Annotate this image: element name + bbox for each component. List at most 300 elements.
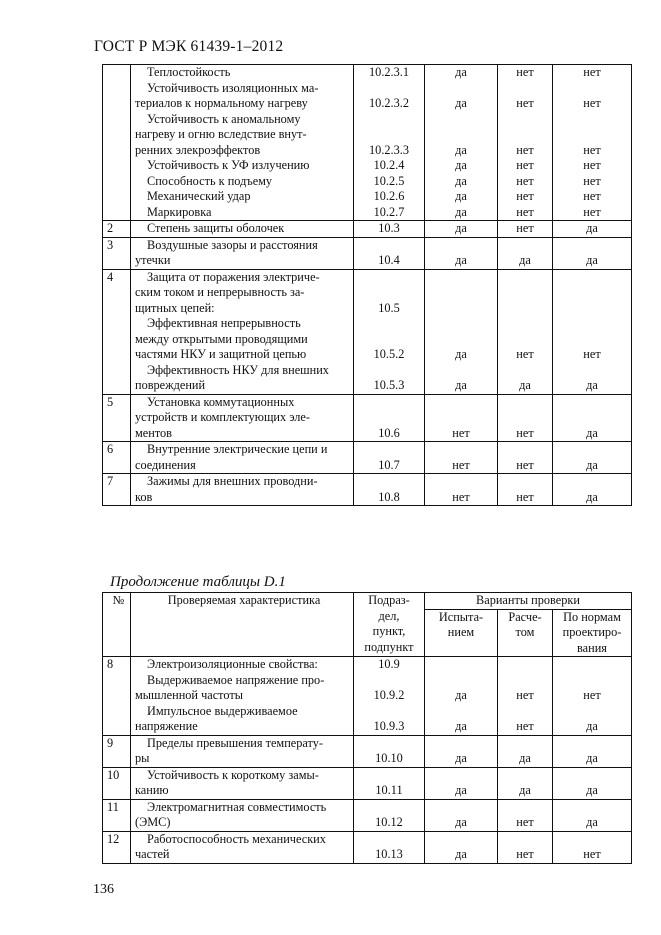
cell-line-norm	[553, 442, 631, 458]
cell-line-calc	[498, 316, 552, 332]
characteristics-table-continued	[102, 592, 632, 864]
cell-line-calc	[498, 704, 552, 720]
cell-line-test	[425, 736, 497, 752]
table-caption: Продолжение таблицы D.1	[110, 574, 286, 590]
cell-line-calc: нет	[516, 719, 534, 733]
cell-line-sec: 10.9	[378, 657, 400, 671]
cell-line-calc	[498, 800, 552, 816]
cell-line-calc: нет	[516, 688, 534, 702]
row-number: 4	[107, 269, 114, 284]
cell-line-norm	[553, 112, 631, 128]
cell-line-test	[425, 81, 497, 97]
cell-norm	[553, 831, 632, 863]
cell-line-calc	[498, 832, 552, 848]
cell-num	[103, 657, 131, 736]
cell-line-norm	[553, 673, 631, 689]
cell-char	[131, 237, 354, 269]
cell-line-char: Эффективность НКУ для внешних	[147, 362, 329, 377]
cell-test	[425, 269, 498, 394]
cell-line-char: напряжение	[135, 719, 198, 733]
cell-line-calc	[498, 395, 552, 411]
cell-line-char: Установка коммутационных	[147, 394, 295, 409]
cell-calc	[498, 442, 553, 474]
cell-line-calc	[498, 301, 552, 317]
row-number: 11	[107, 799, 119, 814]
cell-sec	[354, 831, 425, 863]
cell-line-sec: 10.5	[378, 300, 400, 315]
cell-line-norm	[553, 800, 631, 816]
page-number: 136	[93, 882, 114, 897]
cell-line-sec: 10.2.5	[373, 173, 405, 188]
cell-line-test: да	[455, 221, 467, 235]
cell-line-char: частей	[135, 847, 170, 861]
cell-line-calc: нет	[516, 189, 534, 203]
cell-line-norm: да	[586, 815, 598, 829]
cell-line-char: Маркировка	[147, 204, 212, 219]
cell-sec	[354, 65, 425, 221]
cell-line-norm	[553, 736, 631, 752]
cell-line-sec	[354, 238, 424, 254]
cell-line-sec: 10.2.3.3	[369, 142, 409, 157]
cell-calc	[498, 831, 553, 863]
cell-num	[103, 735, 131, 767]
cell-line-char: Механический удар	[147, 189, 251, 203]
cell-line-calc: нет	[516, 847, 534, 861]
cell-line-sec: 10.11	[375, 783, 403, 797]
cell-line-norm	[553, 657, 631, 673]
cell-line-test	[425, 800, 497, 816]
cell-line-calc	[498, 363, 552, 379]
cell-line-sec: 10.10	[375, 751, 403, 765]
cell-calc	[498, 269, 553, 394]
cell-norm	[553, 474, 632, 506]
cell-num	[103, 65, 131, 221]
cell-line-sec: 10.7	[378, 457, 400, 472]
cell-line-test: нет	[452, 489, 470, 504]
cell-test	[425, 657, 498, 736]
cell-test	[425, 735, 498, 767]
cell-line-char: повреждений	[135, 378, 206, 392]
cell-line-norm: нет	[583, 65, 601, 79]
cell-line-sec: 10.12	[375, 815, 403, 829]
cell-line-test	[425, 285, 497, 301]
cell-line-sec	[354, 673, 424, 689]
cell-char	[131, 767, 354, 799]
cell-line-calc: да	[519, 253, 531, 267]
header-calc-line: том	[515, 625, 535, 639]
cell-line-char: канию	[135, 783, 169, 797]
cell-sec	[354, 221, 425, 238]
cell-sec	[354, 442, 425, 474]
table-row	[103, 394, 632, 442]
cell-line-sec	[354, 800, 424, 816]
cell-line-calc: нет	[516, 204, 534, 219]
cell-line-sec	[354, 81, 424, 97]
cell-test	[425, 474, 498, 506]
cell-line-norm	[553, 332, 631, 348]
cell-line-calc: да	[519, 783, 531, 797]
table-header-row	[103, 593, 632, 610]
cell-line-test: да	[455, 688, 467, 702]
cell-line-sec	[354, 704, 424, 720]
cell-line-calc: нет	[516, 815, 534, 829]
cell-line-char: Внутренние электрические цепи и	[147, 442, 328, 456]
cell-line-test: да	[455, 96, 467, 110]
cell-line-test: нет	[452, 457, 470, 472]
cell-line-calc	[498, 81, 552, 97]
cell-line-norm	[553, 832, 631, 848]
header-test-line: нием	[447, 625, 475, 639]
table-row	[103, 831, 632, 863]
cell-line-calc	[498, 657, 552, 673]
cell-line-test: да	[455, 847, 467, 861]
cell-line-char: ментов	[135, 425, 172, 440]
cell-line-test	[425, 301, 497, 317]
cell-line-sec	[354, 832, 424, 848]
cell-line-char: Пределы превышения температу-	[147, 735, 323, 750]
cell-line-sec	[354, 127, 424, 143]
cell-line-test: нет	[452, 425, 470, 440]
cell-line-char: соединения	[135, 457, 196, 472]
cell-calc	[498, 735, 553, 767]
cell-num	[103, 394, 131, 442]
cell-line-norm: да	[586, 751, 598, 765]
cell-line-char: Защита от поражения электриче-	[147, 269, 320, 284]
cell-line-test	[425, 270, 497, 286]
cell-line-sec	[354, 363, 424, 379]
cell-norm	[553, 735, 632, 767]
cell-line-norm: нет	[583, 847, 601, 861]
cell-line-sec	[354, 410, 424, 426]
cell-line-calc	[498, 442, 552, 458]
cell-line-sec	[354, 285, 424, 301]
cell-line-test	[425, 673, 497, 689]
header-variants: Варианты проверки	[425, 593, 632, 610]
cell-line-test	[425, 395, 497, 411]
cell-line-test	[425, 832, 497, 848]
header-characteristic: Проверяемая характеристика	[131, 593, 354, 657]
cell-line-char: Степень защиты оболочек	[147, 221, 285, 235]
cell-line-norm: да	[586, 783, 598, 797]
cell-line-sec: 10.5.3	[373, 378, 405, 392]
header-section-line: Подраз-	[368, 593, 410, 607]
cell-line-test: да	[455, 158, 467, 172]
header-norm-line: вания	[577, 640, 607, 655]
cell-test	[425, 237, 498, 269]
cell-char	[131, 394, 354, 442]
cell-calc	[498, 65, 553, 221]
cell-sec	[354, 237, 425, 269]
document-header: ГОСТ Р МЭК 61439-1–2012	[94, 38, 284, 55]
cell-line-char: Электромагнитная совместимость	[147, 799, 327, 814]
cell-line-norm: нет	[583, 173, 601, 188]
cell-line-test: да	[455, 815, 467, 829]
cell-calc	[498, 221, 553, 238]
cell-line-calc: нет	[516, 489, 534, 504]
cell-line-char: Устойчивость к аномальному	[147, 111, 301, 126]
characteristics-table-top	[102, 64, 632, 506]
cell-line-sec: 10.13	[375, 847, 403, 861]
cell-num	[103, 767, 131, 799]
cell-line-calc	[498, 112, 552, 128]
cell-calc	[498, 394, 553, 442]
cell-char	[131, 657, 354, 736]
cell-sec	[354, 474, 425, 506]
cell-line-char: Теплостойкость	[147, 65, 231, 79]
cell-line-calc: нет	[516, 65, 534, 79]
cell-line-norm	[553, 474, 631, 490]
cell-line-char: ренних элекроэффектов	[135, 142, 261, 157]
cell-line-char: утечки	[135, 253, 171, 267]
cell-line-char: частями НКУ и защитной цепью	[135, 347, 307, 361]
cell-sec	[354, 657, 425, 736]
row-number: 6	[107, 442, 114, 456]
cell-line-sec: 10.2.6	[373, 189, 405, 203]
cell-sec	[354, 394, 425, 442]
cell-line-calc: нет	[516, 142, 534, 157]
table-row	[103, 221, 632, 238]
header-section-line: подпункт	[364, 639, 414, 654]
table-row	[103, 442, 632, 474]
cell-line-test: да	[455, 347, 467, 361]
cell-line-calc: нет	[516, 221, 534, 235]
row-number: 2	[107, 221, 114, 235]
cell-num	[103, 269, 131, 394]
header-norm-line: проектиро-	[562, 625, 622, 639]
cell-line-norm: да	[586, 378, 598, 392]
cell-line-norm: нет	[583, 158, 601, 172]
cell-line-calc	[498, 127, 552, 143]
table-row	[103, 65, 632, 221]
cell-line-norm	[553, 363, 631, 379]
cell-line-sec: 10.8	[378, 489, 400, 504]
table-row	[103, 767, 632, 799]
cell-line-sec: 10.6	[378, 425, 400, 440]
cell-sec	[354, 767, 425, 799]
cell-line-sec	[354, 112, 424, 128]
cell-line-sec: 10.3	[378, 221, 400, 235]
cell-line-sec: 10.5.2	[373, 347, 405, 361]
cell-norm	[553, 65, 632, 221]
row-number: 7	[107, 474, 114, 488]
table-row	[103, 237, 632, 269]
cell-line-char: Импульсное выдерживаемое	[147, 703, 298, 718]
cell-calc	[498, 799, 553, 831]
cell-line-char: щитных цепей:	[135, 300, 215, 315]
cell-line-sec: 10.2.7	[373, 204, 405, 219]
cell-char	[131, 65, 354, 221]
cell-num	[103, 237, 131, 269]
cell-test	[425, 799, 498, 831]
cell-line-norm	[553, 127, 631, 143]
cell-line-test: да	[455, 173, 467, 188]
cell-test	[425, 831, 498, 863]
cell-line-char: мышленной частоты	[135, 688, 244, 702]
cell-line-sec: 10.2.4	[373, 158, 405, 172]
header-section-line: пункт,	[372, 624, 406, 638]
cell-sec	[354, 799, 425, 831]
cell-line-char: Устойчивость к короткому замы-	[147, 767, 319, 782]
cell-line-calc: нет	[516, 425, 534, 440]
cell-line-calc: да	[519, 751, 531, 765]
cell-line-char: нагреву и огню вследствие внут-	[135, 127, 307, 141]
cell-line-norm	[553, 238, 631, 254]
cell-char	[131, 799, 354, 831]
cell-line-char: устройств и комплектующих эле-	[135, 410, 310, 424]
cell-char	[131, 735, 354, 767]
cell-line-char: между открытыми проводящими	[135, 331, 308, 346]
cell-line-test: да	[455, 719, 467, 733]
cell-line-norm: да	[586, 425, 598, 440]
header-by-test	[425, 609, 498, 657]
cell-calc	[498, 237, 553, 269]
cell-line-sec	[354, 270, 424, 286]
cell-line-test: да	[455, 253, 467, 267]
cell-line-calc: нет	[516, 96, 534, 110]
cell-line-sec: 10.9.2	[373, 688, 405, 702]
cell-line-char: Устойчивость изоляционных ма-	[147, 80, 319, 95]
cell-norm	[553, 394, 632, 442]
cell-line-calc: нет	[516, 347, 534, 361]
cell-num	[103, 831, 131, 863]
cell-line-char: ры	[135, 751, 150, 765]
cell-line-sec	[354, 332, 424, 348]
cell-norm	[553, 799, 632, 831]
cell-line-char: териалов к нормальному нагреву	[135, 96, 308, 110]
cell-line-norm	[553, 704, 631, 720]
cell-line-norm: нет	[583, 189, 601, 203]
cell-test	[425, 767, 498, 799]
cell-line-calc	[498, 410, 552, 426]
row-number: 8	[107, 657, 114, 671]
cell-line-char: ским током и непрерывность за-	[135, 285, 305, 299]
cell-test	[425, 221, 498, 238]
cell-line-norm: нет	[583, 96, 601, 110]
cell-line-test	[425, 474, 497, 490]
table-row	[103, 269, 632, 394]
cell-line-test	[425, 316, 497, 332]
cell-norm	[553, 657, 632, 736]
row-number: 5	[107, 394, 114, 409]
cell-line-test: да	[455, 783, 467, 797]
table-row	[103, 657, 632, 736]
cell-calc	[498, 767, 553, 799]
cell-line-test: да	[455, 142, 467, 157]
cell-line-char: Электроизоляционные свойства:	[147, 657, 318, 671]
cell-line-calc	[498, 474, 552, 490]
cell-line-norm: нет	[583, 204, 601, 219]
row-number: 3	[107, 237, 114, 252]
cell-num	[103, 799, 131, 831]
cell-line-sec: 10.4	[378, 253, 400, 267]
cell-line-test: да	[455, 65, 467, 79]
header-by-design-rules	[553, 609, 632, 657]
cell-line-sec: 10.2.3.1	[369, 65, 409, 79]
cell-line-calc	[498, 285, 552, 301]
row-number: 9	[107, 735, 114, 750]
cell-line-sec	[354, 474, 424, 490]
cell-line-test	[425, 704, 497, 720]
cell-line-norm: да	[586, 221, 598, 235]
cell-line-sec: 10.9.3	[373, 719, 405, 733]
cell-line-norm	[553, 316, 631, 332]
cell-line-sec	[354, 442, 424, 458]
cell-norm	[553, 221, 632, 238]
cell-line-test: да	[455, 378, 467, 392]
cell-line-char: ков	[135, 489, 153, 504]
cell-line-char: Устойчивость к УФ излучению	[147, 158, 310, 172]
cell-line-calc	[498, 332, 552, 348]
table-row	[103, 474, 632, 506]
cell-sec	[354, 735, 425, 767]
cell-line-calc: нет	[516, 158, 534, 172]
cell-line-norm: да	[586, 457, 598, 472]
cell-line-test	[425, 410, 497, 426]
cell-sec	[354, 269, 425, 394]
cell-line-char: (ЭМС)	[135, 815, 171, 829]
cell-line-norm: да	[586, 253, 598, 267]
cell-line-norm	[553, 395, 631, 411]
cell-line-norm	[553, 270, 631, 286]
cell-line-sec	[354, 316, 424, 332]
row-number	[107, 65, 130, 81]
cell-norm	[553, 269, 632, 394]
row-number: 12	[107, 831, 120, 846]
cell-char	[131, 474, 354, 506]
cell-line-calc	[498, 270, 552, 286]
cell-line-char: Зажимы для внешних проводни-	[147, 474, 318, 488]
cell-line-norm	[553, 410, 631, 426]
cell-line-calc	[498, 736, 552, 752]
cell-line-char: Выдерживаемое напряжение про-	[147, 672, 325, 687]
cell-line-test	[425, 768, 497, 784]
cell-line-test	[425, 657, 497, 673]
cell-calc	[498, 474, 553, 506]
cell-line-norm: нет	[583, 347, 601, 361]
cell-line-test: да	[455, 189, 467, 203]
cell-line-norm	[553, 81, 631, 97]
header-by-calculation	[498, 609, 553, 657]
cell-line-test	[425, 442, 497, 458]
cell-norm	[553, 767, 632, 799]
cell-line-char: Способность к подъему	[147, 173, 273, 188]
cell-line-sec: 10.2.3.2	[369, 96, 409, 110]
cell-line-char: Воздушные зазоры и расстояния	[147, 237, 318, 252]
cell-line-sec	[354, 768, 424, 784]
cell-char	[131, 269, 354, 394]
cell-line-norm	[553, 285, 631, 301]
cell-line-test	[425, 332, 497, 348]
cell-char	[131, 831, 354, 863]
table-row	[103, 735, 632, 767]
cell-line-test	[425, 127, 497, 143]
header-section-line: дел,	[378, 608, 400, 623]
table-row	[103, 799, 632, 831]
header-norm-line: По нормам	[563, 609, 621, 624]
cell-line-sec	[354, 736, 424, 752]
header-section	[354, 593, 425, 657]
cell-char	[131, 221, 354, 238]
cell-line-calc: нет	[516, 457, 534, 472]
cell-line-test	[425, 238, 497, 254]
cell-norm	[553, 237, 632, 269]
cell-line-calc: да	[519, 378, 531, 392]
cell-test	[425, 442, 498, 474]
header-number: №	[103, 593, 131, 657]
cell-line-norm: да	[586, 489, 598, 504]
cell-line-calc	[498, 238, 552, 254]
row-number: 10	[107, 767, 120, 782]
